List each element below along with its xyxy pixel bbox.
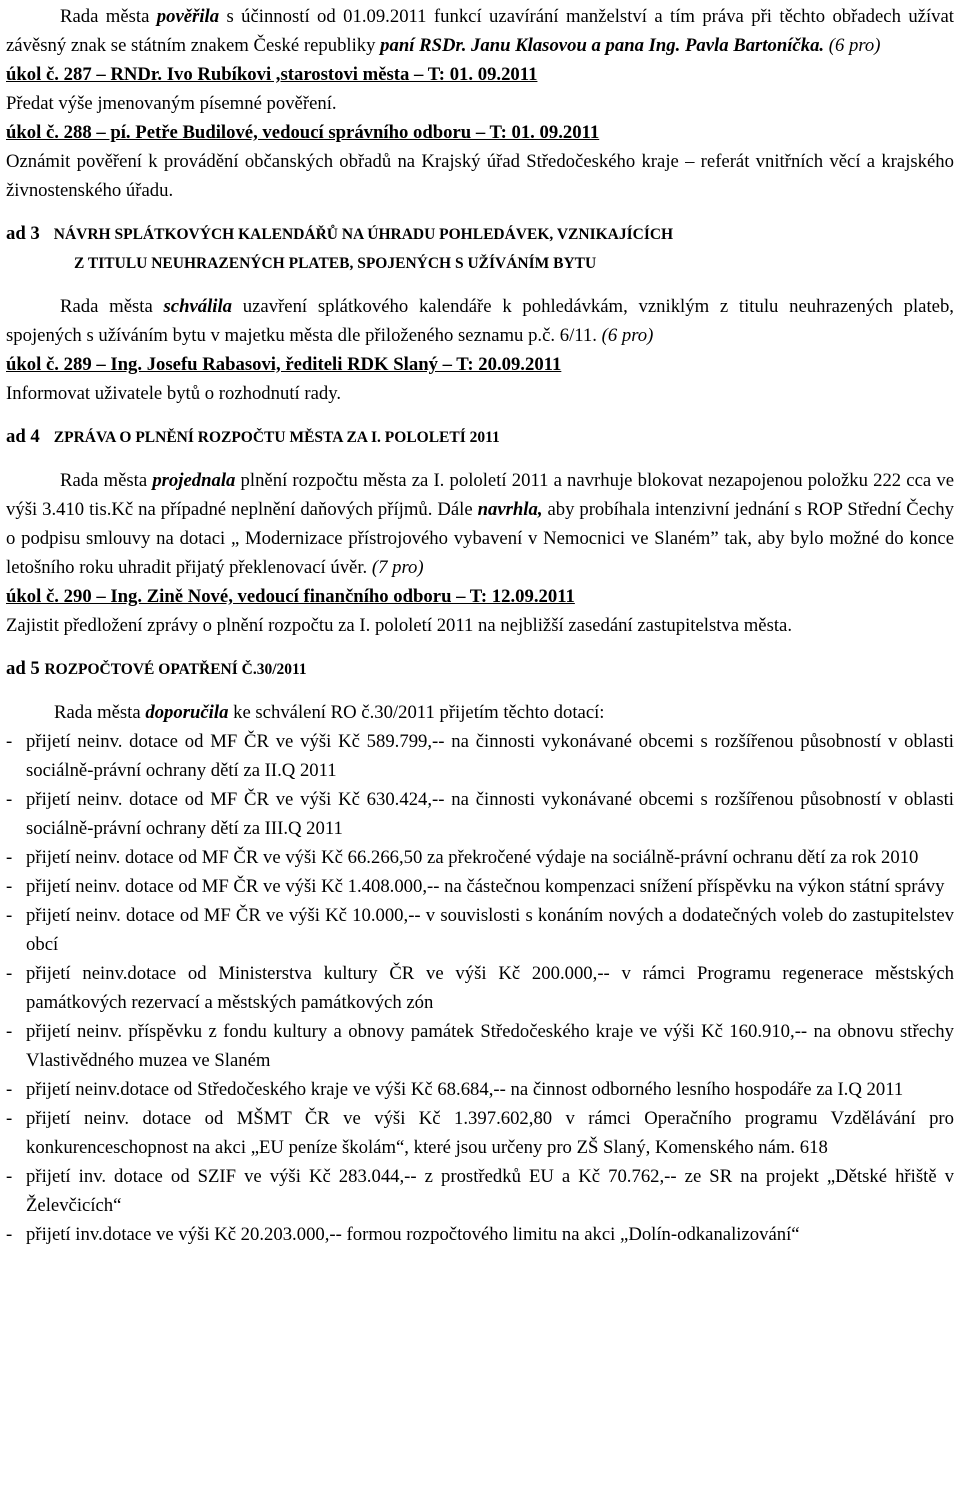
section-number: ad 3 bbox=[6, 223, 40, 244]
emphasis-verb: schválila bbox=[163, 296, 233, 317]
text: plnění rozpočtu města za I. pololetí 2011 a navrhuje blokovat nezapojenou položku 222 cca ve výši 3.410 tis.Kč na případné neplnění daňových příjmů. Dále bbox=[6, 470, 954, 520]
list-dash: - bbox=[6, 847, 13, 868]
list-dash: - bbox=[6, 1224, 13, 1245]
list-item bbox=[6, 1075, 954, 1104]
list-item bbox=[6, 843, 954, 872]
section-number: ad 5 bbox=[6, 658, 40, 679]
section-title: ZPRÁVA O PLNĚNÍ ROZPOČTU MĚSTA ZA I. POLOLETÍ 2011 bbox=[53, 429, 500, 446]
list-item bbox=[6, 872, 954, 901]
list-item bbox=[6, 1017, 954, 1075]
vote-count: (6 pro) bbox=[596, 325, 654, 346]
list-dash: - bbox=[6, 1108, 13, 1129]
emphasis-verb: navrhla, bbox=[477, 499, 543, 520]
emphasis-verb: doporučila bbox=[145, 702, 229, 723]
text: ke schválení RO č.30/2011 přijetím těchto dotací: bbox=[228, 702, 605, 723]
list-item-text: přijetí neinv. dotace od MF ČR ve výši Kč 630.424,-- na činnosti vykonávané obcemi s rozšířenou působností v oblasti sociálně-právní ochrany dětí za III.Q 2011 bbox=[26, 789, 954, 839]
task-label: úkol č. 290 – Ing. Zině Nové, vedoucí finančního odboru – T: 12.09.2011 bbox=[6, 586, 575, 607]
vote-count: (6 pro) bbox=[824, 35, 881, 56]
task-288-text: Oznámit pověření k provádění občanských obřadů na Krajský úřad Středočeského kraje – referát vnitřních věcí a krajského živnostenského úřadu. bbox=[6, 151, 954, 201]
paragraph-wedding-authorization bbox=[6, 2, 954, 60]
vote-count: (7 pro) bbox=[367, 557, 424, 578]
section-title: ROZPOČTOVÉ OPATŘENÍ Č.30/2011 bbox=[44, 661, 307, 678]
list-dash: - bbox=[6, 963, 13, 984]
list-dash: - bbox=[6, 1166, 13, 1187]
list-item-text: přijetí neinv. příspěvku z fondu kultury a obnovy památek Středočeského kraje ve výši Kč 160.910,-- na obnovu střechy Vlastivědného muzea ve Slaném bbox=[26, 1021, 954, 1071]
list-dash: - bbox=[6, 1021, 13, 1042]
list-item bbox=[6, 785, 954, 843]
list-item bbox=[6, 901, 954, 959]
task-290 bbox=[6, 582, 954, 611]
section-number: ad 4 bbox=[6, 426, 40, 447]
text: uzavření splátkového kalendáře k pohledávkám, vzniklým z titulu neuhrazených plateb, spojených s užíváním bytu v majetku města dle přiloženého seznamu p.č. 6/11. bbox=[6, 296, 954, 346]
list-dash: - bbox=[6, 876, 13, 897]
text: Rada města bbox=[60, 470, 153, 491]
text: Rada města bbox=[54, 702, 146, 723]
section-title-line2: Z TITULU NEUHRAZENÝCH PLATEB, SPOJENÝCH S UŽÍVÁNÍM BYTU bbox=[74, 255, 597, 272]
task-label: úkol č. 288 – pí. Petře Budilové, vedoucí správního odboru – T: 01. 09.2011 bbox=[6, 122, 600, 143]
task-label: úkol č. 289 – Ing. Josefu Rabasovi, řediteli RDK Slaný – T: 20.09.2011 bbox=[6, 354, 562, 375]
list-item bbox=[6, 959, 954, 1017]
paragraph-ad3 bbox=[6, 292, 954, 350]
list-dash: - bbox=[6, 905, 13, 926]
list-item-text: přijetí inv. dotace od SZIF ve výši Kč 283.044,-- z prostředků EU a Kč 70.762,-- ze SR na projekt „Dětské hřiště v Želevčicích“ bbox=[26, 1166, 954, 1216]
list-item bbox=[6, 1104, 954, 1162]
list-item-text: přijetí inv.dotace ve výši Kč 20.203.000,-- formou rozpočtového limitu na akci „Dolín-odkanalizování“ bbox=[26, 1224, 800, 1245]
list-item-text: přijetí neinv.dotace od Ministerstva kultury ČR ve výši Kč 200.000,-- v rámci Programu regenerace městských památkových rezervací a městských památkových zón bbox=[26, 963, 954, 1013]
section-heading-ad5 bbox=[6, 654, 954, 684]
list-item-text: přijetí neinv. dotace od MF ČR ve výši Kč 66.266,50 za překročené výdaje na sociálně-právní ochranu dětí za rok 2010 bbox=[26, 847, 919, 868]
section-heading-ad3 bbox=[6, 219, 954, 249]
text: aby probíhala intenzivní jednání s ROP Střední Čechy o podpisu smlouvy na dotaci „ Modernizace přístrojového vybavení v Nemocnici ve Slaném” tak, aby bylo možné do konce letošního roku uhradit přijatý překlenovací úvěr. bbox=[6, 499, 954, 578]
task-289-text: Informovat uživatele bytů o rozhodnutí rady. bbox=[6, 383, 342, 404]
task-287 bbox=[6, 60, 954, 89]
list-item-text: přijetí neinv. dotace od MF ČR ve výši Kč 1.408.000,-- na částečnou kompenzaci snížení příspěvku na výkon státní správy bbox=[26, 876, 945, 897]
section-title: NÁVRH SPLÁTKOVÝCH KALENDÁŘŮ NA ÚHRADU POHLEDÁVEK, VZNIKAJÍCÍCH bbox=[53, 226, 674, 243]
list-dash: - bbox=[6, 789, 13, 810]
task-289 bbox=[6, 350, 954, 379]
task-287-text: Předat výše jmenovaným písemné pověření. bbox=[6, 93, 337, 114]
text: Rada města bbox=[60, 6, 157, 27]
emphasis-verb: projednala bbox=[152, 470, 236, 491]
paragraph-ad4 bbox=[6, 466, 954, 582]
list-item bbox=[6, 1162, 954, 1220]
list-item bbox=[6, 1220, 954, 1249]
list-item bbox=[6, 727, 954, 785]
paragraph-ad5 bbox=[6, 698, 954, 727]
list-dash: - bbox=[6, 731, 13, 752]
task-290-text: Zajistit předložení zprávy o plnění rozpočtu za I. pololetí 2011 na nejbližší zasedání zastupitelstva města. bbox=[6, 615, 793, 636]
list-item-text: přijetí neinv. dotace od MF ČR ve výši Kč 589.799,-- na činnosti vykonávané obcemi s rozšířenou působností v oblasti sociálně-právní ochrany dětí za II.Q 2011 bbox=[26, 731, 954, 781]
list-item-text: přijetí neinv. dotace od MF ČR ve výši Kč 10.000,-- v souvislosti s konáním nových a dodatečných voleb do zastupitelstev obcí bbox=[26, 905, 954, 955]
emphasis-names: paní RSDr. Janu Klasovou a pana Ing. Pavla Bartoníčka. bbox=[380, 35, 825, 56]
section-heading-ad4 bbox=[6, 422, 954, 452]
list-dash: - bbox=[6, 1079, 13, 1100]
list-item-text: přijetí neinv. dotace od MŠMT ČR ve výši Kč 1.397.602,80 v rámci Operačního programu Vzdělávání pro konkurenceschopnost na akci „EU peníze školám“, které jsou určeny pro ZŠ Slaný, Komenského nám. 618 bbox=[26, 1108, 954, 1158]
list-item-text: přijetí neinv.dotace od Středočeského kraje ve výši Kč 68.684,-- na činnost odborného lesního hospodáře za I.Q 2011 bbox=[26, 1079, 904, 1100]
task-label: úkol č. 287 – RNDr. Ivo Rubíkovi ,starostovi města – T: 01. 09.2011 bbox=[6, 64, 538, 85]
emphasis-verb: pověřila bbox=[156, 6, 220, 27]
text: s účinností od 01.09.2011 funkcí uzavírání manželství a tím práva při těchto obřadech užívat závěsný znak se státním znakem České republiky bbox=[6, 6, 954, 56]
subsidy-list bbox=[6, 727, 954, 1249]
text: Rada města bbox=[60, 296, 164, 317]
task-288 bbox=[6, 118, 954, 147]
